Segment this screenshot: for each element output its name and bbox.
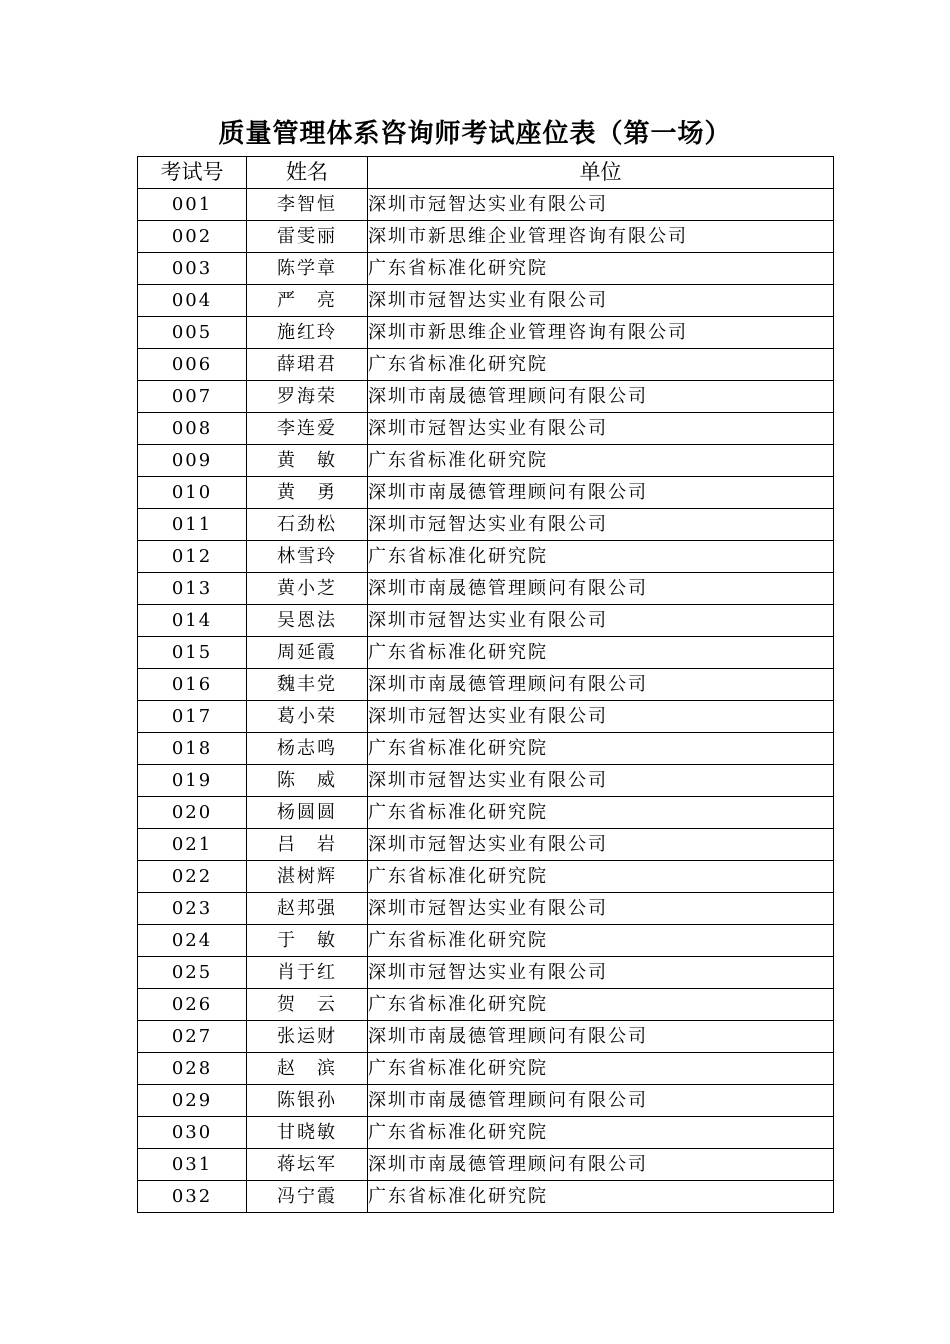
- unit-cell: 深圳市新思维企业管理咨询有限公司: [368, 221, 834, 253]
- name-cell: 黄 勇: [247, 477, 368, 509]
- unit-cell: 深圳市冠智达实业有限公司: [368, 829, 834, 861]
- name-cell: 罗海荣: [247, 381, 368, 413]
- unit-cell: 深圳市南晟德管理顾问有限公司: [368, 1149, 834, 1181]
- table-row: [138, 861, 834, 893]
- table-row: [138, 829, 834, 861]
- seating-table: [137, 156, 834, 1213]
- table-row: [138, 381, 834, 413]
- unit-cell: 深圳市南晟德管理顾问有限公司: [368, 573, 834, 605]
- table-row: [138, 1117, 834, 1149]
- table-row: [138, 221, 834, 253]
- table-row: [138, 797, 834, 829]
- name-cell: 李智恒: [247, 189, 368, 221]
- table-row: [138, 413, 834, 445]
- exam-number-cell: 010: [138, 477, 247, 509]
- exam-number-cell: 004: [138, 285, 247, 317]
- exam-number-cell: 018: [138, 733, 247, 765]
- unit-cell: 深圳市南晟德管理顾问有限公司: [368, 477, 834, 509]
- name-cell: 冯宁霞: [247, 1181, 368, 1213]
- unit-cell: 深圳市南晟德管理顾问有限公司: [368, 1085, 834, 1117]
- unit-cell: 广东省标准化研究院: [368, 637, 834, 669]
- exam-number-cell: 019: [138, 765, 247, 797]
- unit-cell: 深圳市南晟德管理顾问有限公司: [368, 1021, 834, 1053]
- name-cell: 薛珺君: [247, 349, 368, 381]
- unit-cell: 广东省标准化研究院: [368, 925, 834, 957]
- exam-number-cell: 025: [138, 957, 247, 989]
- name-cell: 魏丰党: [247, 669, 368, 701]
- table-row: [138, 1181, 834, 1213]
- exam-number-cell: 011: [138, 509, 247, 541]
- exam-number-cell: 008: [138, 413, 247, 445]
- header-unit: 单位: [368, 157, 834, 189]
- table-row: [138, 925, 834, 957]
- exam-number-cell: 012: [138, 541, 247, 573]
- table-row: [138, 733, 834, 765]
- exam-number-cell: 020: [138, 797, 247, 829]
- table-row: [138, 189, 834, 221]
- exam-number-cell: 026: [138, 989, 247, 1021]
- name-cell: 赵邦强: [247, 893, 368, 925]
- name-cell: 陈学章: [247, 253, 368, 285]
- name-cell: 吕 岩: [247, 829, 368, 861]
- table-row: [138, 477, 834, 509]
- name-cell: 肖于红: [247, 957, 368, 989]
- name-cell: 陈 威: [247, 765, 368, 797]
- unit-cell: 广东省标准化研究院: [368, 445, 834, 477]
- unit-cell: 广东省标准化研究院: [368, 733, 834, 765]
- name-cell: 于 敏: [247, 925, 368, 957]
- exam-number-cell: 024: [138, 925, 247, 957]
- name-cell: 李连爱: [247, 413, 368, 445]
- exam-number-cell: 028: [138, 1053, 247, 1085]
- unit-cell: 深圳市冠智达实业有限公司: [368, 509, 834, 541]
- unit-cell: 深圳市冠智达实业有限公司: [368, 893, 834, 925]
- name-cell: 严 亮: [247, 285, 368, 317]
- unit-cell: 深圳市南晟德管理顾问有限公司: [368, 669, 834, 701]
- name-cell: 林雪玲: [247, 541, 368, 573]
- exam-number-cell: 029: [138, 1085, 247, 1117]
- table-row: [138, 765, 834, 797]
- unit-cell: 深圳市冠智达实业有限公司: [368, 605, 834, 637]
- table-row: [138, 669, 834, 701]
- name-cell: 吴恩法: [247, 605, 368, 637]
- exam-number-cell: 009: [138, 445, 247, 477]
- name-cell: 张运财: [247, 1021, 368, 1053]
- table-row: [138, 317, 834, 349]
- table-row: [138, 541, 834, 573]
- name-cell: 贺 云: [247, 989, 368, 1021]
- exam-number-cell: 015: [138, 637, 247, 669]
- header-name: 姓名: [247, 157, 368, 189]
- unit-cell: 广东省标准化研究院: [368, 1117, 834, 1149]
- exam-number-cell: 017: [138, 701, 247, 733]
- exam-number-cell: 003: [138, 253, 247, 285]
- unit-cell: 广东省标准化研究院: [368, 1053, 834, 1085]
- table-body: [138, 189, 834, 1213]
- table-row: [138, 445, 834, 477]
- unit-cell: 深圳市南晟德管理顾问有限公司: [368, 381, 834, 413]
- exam-number-cell: 027: [138, 1021, 247, 1053]
- table-row: [138, 1053, 834, 1085]
- unit-cell: 深圳市冠智达实业有限公司: [368, 189, 834, 221]
- table-row: [138, 349, 834, 381]
- name-cell: 杨圆圆: [247, 797, 368, 829]
- unit-cell: 广东省标准化研究院: [368, 253, 834, 285]
- name-cell: 雷雯丽: [247, 221, 368, 253]
- unit-cell: 深圳市新思维企业管理咨询有限公司: [368, 317, 834, 349]
- exam-number-cell: 002: [138, 221, 247, 253]
- table-row: [138, 989, 834, 1021]
- table-header: [138, 157, 834, 189]
- unit-cell: 深圳市冠智达实业有限公司: [368, 765, 834, 797]
- table-row: [138, 893, 834, 925]
- table-row: [138, 573, 834, 605]
- table-row: [138, 701, 834, 733]
- table-row: [138, 957, 834, 989]
- unit-cell: 广东省标准化研究院: [368, 1181, 834, 1213]
- name-cell: 黄 敏: [247, 445, 368, 477]
- exam-number-cell: 006: [138, 349, 247, 381]
- name-cell: 蒋坛军: [247, 1149, 368, 1181]
- name-cell: 杨志鸣: [247, 733, 368, 765]
- table-row: [138, 605, 834, 637]
- unit-cell: 广东省标准化研究院: [368, 861, 834, 893]
- unit-cell: 深圳市冠智达实业有限公司: [368, 957, 834, 989]
- exam-number-cell: 031: [138, 1149, 247, 1181]
- exam-number-cell: 007: [138, 381, 247, 413]
- table-row: [138, 637, 834, 669]
- unit-cell: 深圳市冠智达实业有限公司: [368, 285, 834, 317]
- exam-number-cell: 022: [138, 861, 247, 893]
- exam-number-cell: 023: [138, 893, 247, 925]
- table-row: [138, 509, 834, 541]
- page-title: 质量管理体系咨询师考试座位表（第一场）: [218, 119, 732, 149]
- exam-number-cell: 001: [138, 189, 247, 221]
- name-cell: 黄小芝: [247, 573, 368, 605]
- exam-number-cell: 032: [138, 1181, 247, 1213]
- header-exam-number: 考试号: [138, 157, 247, 189]
- unit-cell: 深圳市冠智达实业有限公司: [368, 701, 834, 733]
- name-cell: 周延霞: [247, 637, 368, 669]
- table-row: [138, 253, 834, 285]
- exam-number-cell: 016: [138, 669, 247, 701]
- name-cell: 湛树辉: [247, 861, 368, 893]
- exam-number-cell: 014: [138, 605, 247, 637]
- unit-cell: 广东省标准化研究院: [368, 541, 834, 573]
- exam-number-cell: 030: [138, 1117, 247, 1149]
- exam-number-cell: 013: [138, 573, 247, 605]
- name-cell: 陈银孙: [247, 1085, 368, 1117]
- exam-number-cell: 021: [138, 829, 247, 861]
- table-row: [138, 285, 834, 317]
- name-cell: 赵 滨: [247, 1053, 368, 1085]
- table-row: [138, 1021, 834, 1053]
- name-cell: 施红玲: [247, 317, 368, 349]
- unit-cell: 广东省标准化研究院: [368, 349, 834, 381]
- name-cell: 石劲松: [247, 509, 368, 541]
- table-row: [138, 1149, 834, 1181]
- table-row: [138, 1085, 834, 1117]
- header-row: [138, 157, 834, 189]
- exam-number-cell: 005: [138, 317, 247, 349]
- unit-cell: 广东省标准化研究院: [368, 989, 834, 1021]
- unit-cell: 深圳市冠智达实业有限公司: [368, 413, 834, 445]
- name-cell: 甘晓敏: [247, 1117, 368, 1149]
- unit-cell: 广东省标准化研究院: [368, 797, 834, 829]
- name-cell: 葛小荣: [247, 701, 368, 733]
